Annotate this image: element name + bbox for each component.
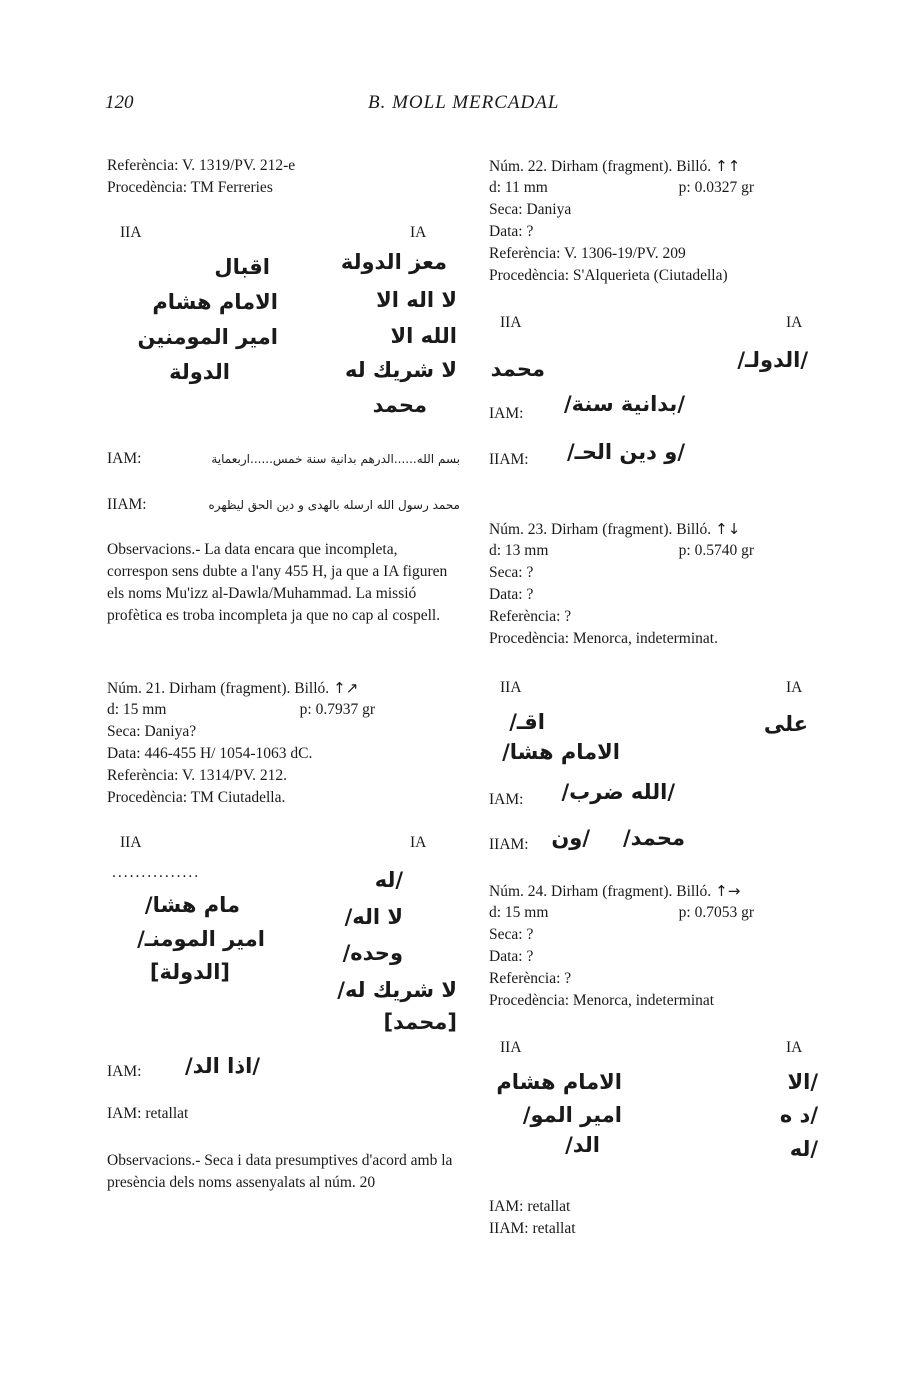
coin24-ia-line-3: /له <box>789 1137 818 1161</box>
coin22-iiam-text: /و دين الحـ/ <box>567 440 685 464</box>
coin22-iiam-label: IIAM: <box>489 451 529 468</box>
coin22-referencia: Referència: V. 1306-19/PV. 209 <box>489 245 686 262</box>
coin23-iiam-text-b: محمد/ <box>622 826 685 850</box>
coin24-procedencia: Procedència: Menorca, indeterminat <box>489 992 715 1009</box>
coin21-iia-line-1: مام هشا/ <box>144 893 240 917</box>
coin22-diameter: d: 11 mm <box>489 179 548 196</box>
coin24-referencia: Referència: ? <box>489 970 572 987</box>
arrow-icon: ↑↗ <box>333 679 359 697</box>
coin21-observacions: Observacions.- Seca i data presumptives d'acord amb la presència dels noms assenyalats al núm. 20 <box>107 1152 453 1191</box>
coin20-iia-line-2: الامام هشام <box>152 290 278 314</box>
coin23-iiam-label: IIAM: <box>489 836 529 853</box>
coin23-weight: p: 0.5740 gr <box>678 542 754 559</box>
coin21-iam-retallat: IAM: retallat <box>107 1105 189 1122</box>
coin20-ia-line-4: لا شريك له <box>344 358 457 382</box>
coin21-diameter: d: 15 mm <box>107 701 167 718</box>
page-number: 120 <box>105 92 134 113</box>
coin23-iia-line-1: اقـ/ <box>509 710 545 734</box>
coin23-iam-label: IAM: <box>489 791 524 808</box>
coin23-iam-text: /الله ضرب/ <box>561 780 675 804</box>
coin20-label-iia: IIA <box>120 224 142 241</box>
coin22-label-iia: IIA <box>500 314 522 331</box>
coin21-iam-text: /اذا الد/ <box>184 1054 260 1078</box>
coin23-label-ia: IA <box>786 679 803 696</box>
coin21-data: Data: 446-455 H/ 1054-1063 dC. <box>107 745 313 762</box>
coin23-label-iia: IIA <box>500 679 522 696</box>
coin24-seca: Seca: ? <box>489 926 534 943</box>
coin20-iam-text: بسم الله......الدرهم بدانية سنة خمس......اربعماية <box>211 452 460 466</box>
coin21-dims <box>107 699 375 721</box>
coin21-dots: ............... <box>112 864 201 881</box>
coin21-ia-line-1: /له <box>374 868 403 892</box>
coin22-label-ia: IA <box>786 314 803 331</box>
coin24-label-ia: IA <box>786 1039 803 1056</box>
coin24-iiam: IIAM: retallat <box>489 1220 576 1237</box>
coin20-iia-line-1: اقبال <box>214 255 270 279</box>
coin20-observacions: Observacions.- La data encara que incompleta, correspon sens dubte a l'any 455 H, ja que a IA figuren els noms Mu'izz al-Dawla/Muhammad. La missió profètica es troba incompleta ja que no cap al cospell. <box>107 541 448 624</box>
coin20-iia-line-4: الدولة <box>169 360 230 384</box>
coin20-ia-line-3: الله الا <box>390 324 457 348</box>
coin24-dims <box>489 902 754 924</box>
arrow-icon: ↑→ <box>715 882 741 900</box>
coin21-num: Núm. 21. Dirham (fragment). Billó. <box>107 680 330 697</box>
coin24-weight: p: 0.7053 gr <box>678 904 754 921</box>
coin22-dims <box>489 177 754 199</box>
coin22-procedencia: Procedència: S'Alquerieta (Ciutadella) <box>489 267 728 284</box>
coin23-data: Data: ? <box>489 586 534 603</box>
coin22-iia-text: محمد <box>490 357 545 381</box>
coin20-iia-line-3: امير المومنين <box>137 325 278 349</box>
intro-referencia: Referència: V. 1319/PV. 212-e <box>107 157 296 174</box>
coin20-ia-line-5: محمد <box>372 393 427 417</box>
coin21-weight: p: 0.7937 gr <box>299 701 375 718</box>
coin20-iiam-label: IIAM: <box>107 496 147 513</box>
coin22-num: Núm. 22. Dirham (fragment). Billó. <box>489 158 712 175</box>
coin24-diameter: d: 15 mm <box>489 904 549 921</box>
coin21-ia-line-5: [محمد] <box>383 1010 457 1034</box>
coin21-procedencia: Procedència: TM Ciutadella. <box>107 789 286 806</box>
coin21-ia-line-3: وحده/ <box>342 941 403 965</box>
coin21-ia-line-4: لا شريك له/ <box>337 978 457 1002</box>
coin24-iam: IAM: retallat <box>489 1198 571 1215</box>
arrow-icon: ↑↑ <box>715 157 741 175</box>
coin24-num: Núm. 24. Dirham (fragment). Billó. <box>489 883 712 900</box>
coin24-iia-line-2: امير المو/ <box>522 1103 622 1127</box>
coin23-seca: Seca: ? <box>489 564 534 581</box>
coin23-iia-line-2: الامام هشا/ <box>502 740 620 764</box>
coin21-ia-line-2: لا اله/ <box>344 905 403 929</box>
coin21-iam-label: IAM: <box>107 1063 142 1080</box>
coin23-heading <box>489 518 740 541</box>
coin21-seca: Seca: Daniya? <box>107 723 197 740</box>
running-head: B. MOLL MERCADAL <box>368 92 560 113</box>
coin24-heading <box>489 880 740 903</box>
coin23-dims <box>489 540 754 562</box>
coin24-label-iia: IIA <box>500 1039 522 1056</box>
coin22-iam-text: /بدانية سنة/ <box>563 392 685 416</box>
coin23-referencia: Referència: ? <box>489 608 572 625</box>
coin23-ia-text: على <box>763 712 808 736</box>
coin21-heading <box>107 677 358 700</box>
coin20-label-ia: IA <box>410 224 427 241</box>
coin21-label-iia: IIA <box>120 834 142 851</box>
coin24-ia-line-1: /الا <box>787 1070 818 1094</box>
coin20-ia-line-1: معز الدولة <box>340 250 447 274</box>
coin21-label-ia: IA <box>410 834 427 851</box>
coin22-heading <box>489 155 740 178</box>
coin21-referencia: Referència: V. 1314/PV. 212. <box>107 767 287 784</box>
coin23-diameter: d: 13 mm <box>489 542 549 559</box>
coin20-iiam-text: محمد رسول الله ارسله بالهدى و دين الحق ليظهره <box>208 498 460 512</box>
coin23-procedencia: Procedència: Menorca, indeterminat. <box>489 630 718 647</box>
coin22-data: Data: ? <box>489 223 534 240</box>
coin21-iia-line-2: امير المومنـ/ <box>137 927 265 951</box>
coin24-iia-line-1: الامام هشام <box>496 1070 622 1094</box>
coin24-data: Data: ? <box>489 948 534 965</box>
coin20-ia-line-2: لا اله الا <box>376 288 457 312</box>
coin23-num: Núm. 23. Dirham (fragment). Billó. <box>489 521 712 538</box>
coin20-iam-label: IAM: <box>107 450 142 467</box>
coin24-ia-line-2: /د ه <box>779 1103 818 1127</box>
coin22-iam-label: IAM: <box>489 405 524 422</box>
coin22-weight: p: 0.0327 gr <box>678 179 754 196</box>
coin21-iia-line-3: [الدولة] <box>149 960 230 984</box>
coin22-ia-text: /الدولـ/ <box>737 348 808 372</box>
coin24-iia-line-3: الد/ <box>565 1133 600 1157</box>
coin22-seca: Seca: Daniya <box>489 201 572 218</box>
arrow-icon: ↑↓ <box>715 520 741 538</box>
coin23-iiam-text-a: /ون <box>551 826 590 850</box>
intro-procedencia: Procedència: TM Ferreries <box>107 179 273 196</box>
